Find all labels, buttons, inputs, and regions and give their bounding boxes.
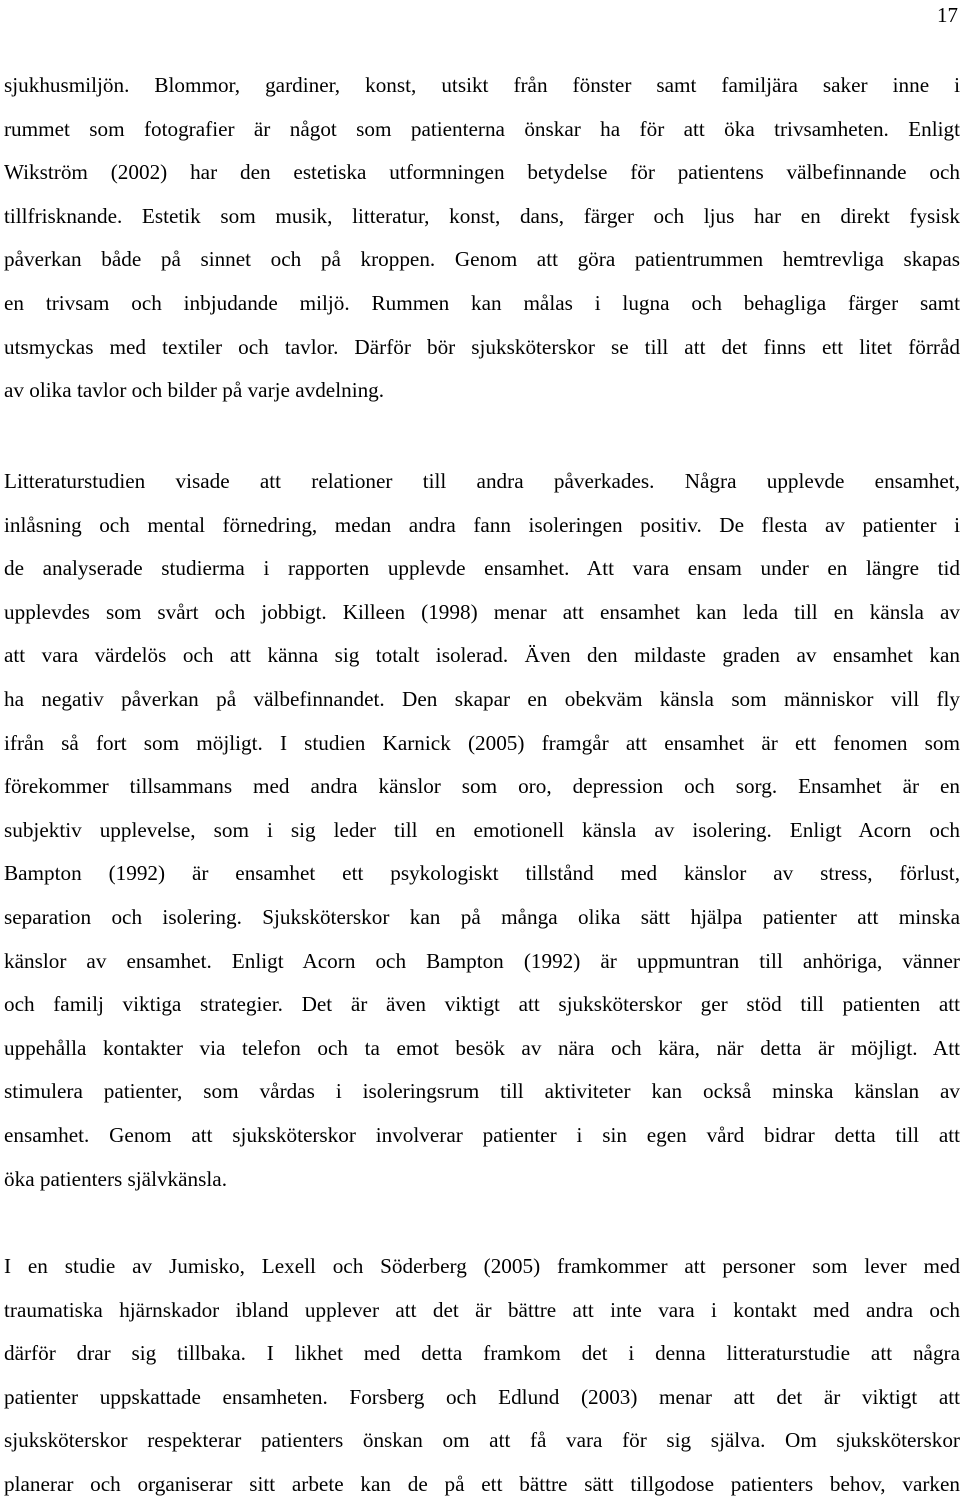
page-number: 17 [937,3,958,27]
text-line: Litteraturstudien visade att relationer till andra påverkades. Några upplevde ensamhet, [4,469,960,493]
paragraph-loneliness [4,460,960,1201]
paragraph-aesthetics [4,64,960,413]
text-line: subjektiv upplevelse, som i sig leder till en emotionell känsla av isolering. Enligt Acorn och [4,817,960,842]
text-line: rummet som fotografier är något som patienterna önskar ha för att öka trivsamheten. Enligt [4,116,960,141]
text-line: traumatiska hjärnskador ibland upplever att det är bättre att inte vara i kontakt med andra och [4,1297,960,1322]
text-line: inlåsning och mental förnedring, medan andra fann isoleringen positiv. De flesta av patienter i [4,512,960,537]
text-line: utsmyckas med textiler och tavlor. Därför bör sjuksköterskor se till att det finns ett litet förråd [4,334,960,359]
text-line: Bampton (1992) är ensamhet ett psykologiskt tillstånd med känslor av stress, förlust, [4,861,960,886]
text-line: planerar och organiserar sitt arbete kan de på ett bättre sätt tillgodose patienters behov, varken [4,1471,960,1496]
text-line: känslor av ensamhet. Enligt Acorn och Bampton (1992) är uppmuntran till anhöriga, vänner [4,948,960,973]
text-line: sjuksköterskor respekterar patienters önskan om att få vara för sig själva. Om sjuksköterskor [4,1428,960,1453]
text-line: ensamhet. Genom att sjuksköterskor involverar patienter i sin egen vård bidrar detta till att [4,1122,960,1147]
text-line: patienter uppskattade ensamheten. Forsberg och Edlund (2003) menar att det är viktigt att [4,1384,960,1409]
text-line: Wikström (2002) har den estetiska utformningen betydelse för patientens välbefinnande och [4,160,960,185]
text-line: separation och isolering. Sjuksköterskor kan på många olika sätt hjälpa patienter att minska [4,904,960,929]
text-line: därför drar sig tillbaka. I likhet med detta framkom det i denna litteraturstudie att några [4,1341,960,1366]
text-line: I en studie av Jumisko, Lexell och Söderberg (2005) framkommer att personer som lever med [4,1254,960,1278]
text-line: att vara värdelös och att känna sig totalt isolerad. Även den mildaste graden av ensamhet kan [4,643,960,668]
text-line: en trivsam och inbjudande miljö. Rummen kan målas i lugna och behagliga färger samt [4,290,960,315]
paragraph-solitude [4,1245,960,1507]
text-line: och familj viktiga strategier. Det är även viktigt att sjuksköterskor ger stöd till patienten att [4,992,960,1017]
text-line: ha negativ påverkan på välbefinnandet. Den skapar en obekväm känsla som människor vill fly [4,686,960,711]
text-line: uppehålla kontakter via telefon och ta emot besök av nära och kära, när detta är möjligt. Att [4,1035,960,1060]
text-line: tillfrisknande. Estetik som musik, litteratur, konst, dans, färger och ljus har en direkt fysisk [4,203,960,228]
text-line-last: av olika tavlor och bilder på varje avdelning. [4,378,385,403]
text-line: påverkan både på sinnet och på kroppen. Genom att göra patientrummen hemtrevliga skapas [4,247,960,272]
text-line: sjukhusmiljön. Blommor, gardiner, konst, utsikt från fönster samt familjära saker inne i [4,73,960,97]
text-line-last: öka patienters självkänsla. [4,1166,227,1191]
text-line: ifrån så fort som möjligt. I studien Karnick (2005) framgår att ensamhet är ett fenomen som [4,730,960,755]
text-line: stimulera patienter, som vårdas i isoleringsrum till aktiviteter kan också minska känslan av [4,1079,960,1104]
text-line: de analyserade studierma i rapporten upplevde ensamhet. Att vara ensam under en längre tid [4,556,960,581]
text-line: förekommer tillsammans med andra känslor som oro, depression och sorg. Ensamhet är en [4,774,960,799]
text-line: upplevdes som svårt och jobbigt. Killeen (1998) menar att ensamhet kan leda till en känsla av [4,599,960,624]
